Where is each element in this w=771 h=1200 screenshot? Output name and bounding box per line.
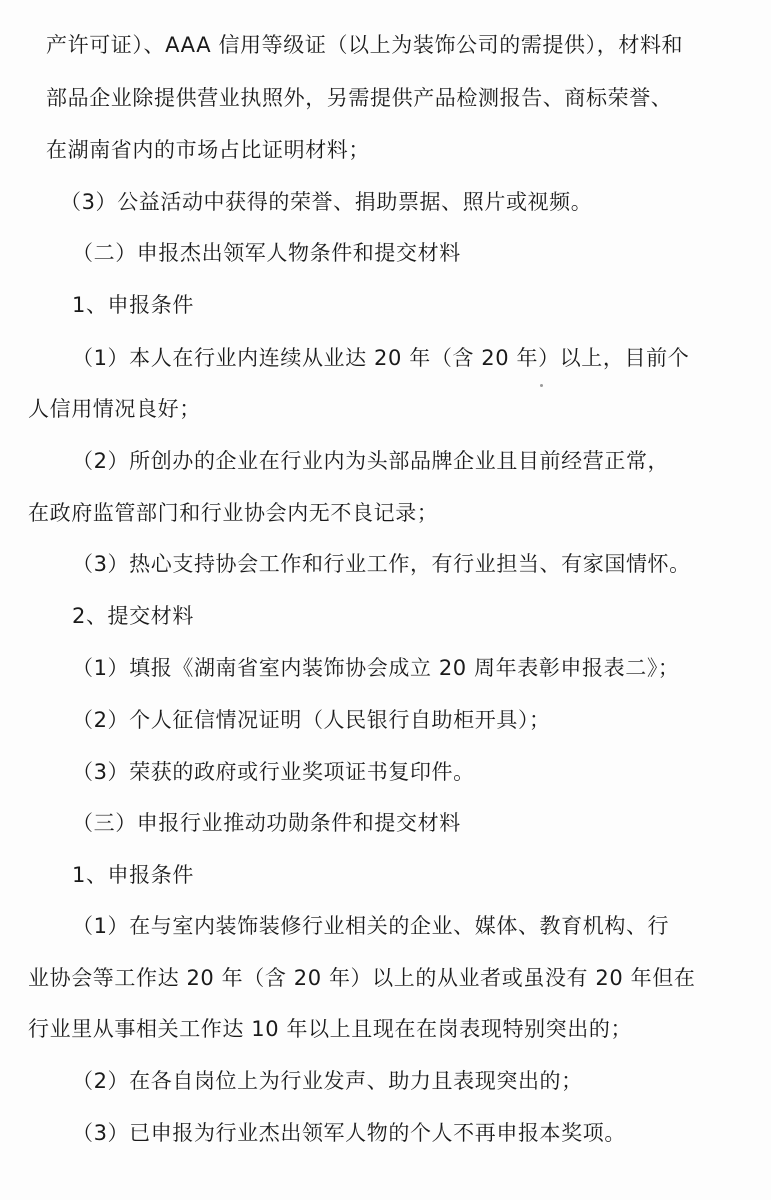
text-line-9: （2）所创办的企业在行业内为头部品牌企业且目前经营正常， [72, 449, 670, 473]
subheading-conditions-1: 1、申报条件 [72, 293, 194, 317]
section-heading-2: （二）申报杰出领军人物条件和提交材料 [72, 241, 461, 265]
text-line-1: 产许可证）、AAA 信用等级证（以上为装饰公司的需提供），材料和 [46, 33, 684, 57]
text-line-20: 行业里从事相关工作达 10 年以上且现在在岗表现特别突出的； [28, 1017, 633, 1041]
text-line-11: （3）热心支持协会工作和行业工作，有行业担当、有家国情怀。 [72, 552, 691, 576]
text-line-21: （2）在各自岗位上为行业发声、助力且表现突出的； [72, 1069, 583, 1093]
subheading-materials-2: 2、提交材料 [72, 604, 194, 628]
text-line-7: （1）本人在行业内连续从业达 20 年（含 20 年）以上，目前个 [72, 346, 690, 370]
text-line-19: 业协会等工作达 20 年（含 20 年）以上的从业者或虽没有 20 年但在 [28, 966, 696, 990]
text-line-4: （3）公益活动中获得的荣誉、捐助票据、照片或视频。 [60, 190, 593, 214]
text-line-18: （1）在与室内装饰装修行业相关的企业、媒体、教育机构、行 [72, 914, 670, 938]
text-line-13: （1）填报《湖南省室内装饰协会成立 20 周年表彰申报表二》； [72, 656, 680, 680]
text-line-15: （3）荣获的政府或行业奖项证书复印件。 [72, 760, 475, 784]
text-line-10: 在政府监管部门和行业协会内无不良记录； [28, 501, 439, 525]
subheading-conditions-3: 1、申报条件 [72, 863, 194, 887]
text-line-3: 在湖南省内的市场占比证明材料； [46, 138, 370, 162]
scan-speck [540, 384, 543, 387]
text-line-2: 部品企业除提供营业执照外，另需提供产品检测报告、商标荣誉、 [46, 86, 673, 110]
text-line-14: （2）个人征信情况证明（人民银行自助柜开具）； [72, 708, 551, 732]
section-heading-3: （三）申报行业推动功勋条件和提交材料 [72, 811, 461, 835]
text-line-22: （3）已申报为行业杰出领军人物的个人不再申报本奖项。 [72, 1121, 626, 1145]
text-line-8: 人信用情况良好； [28, 397, 201, 421]
